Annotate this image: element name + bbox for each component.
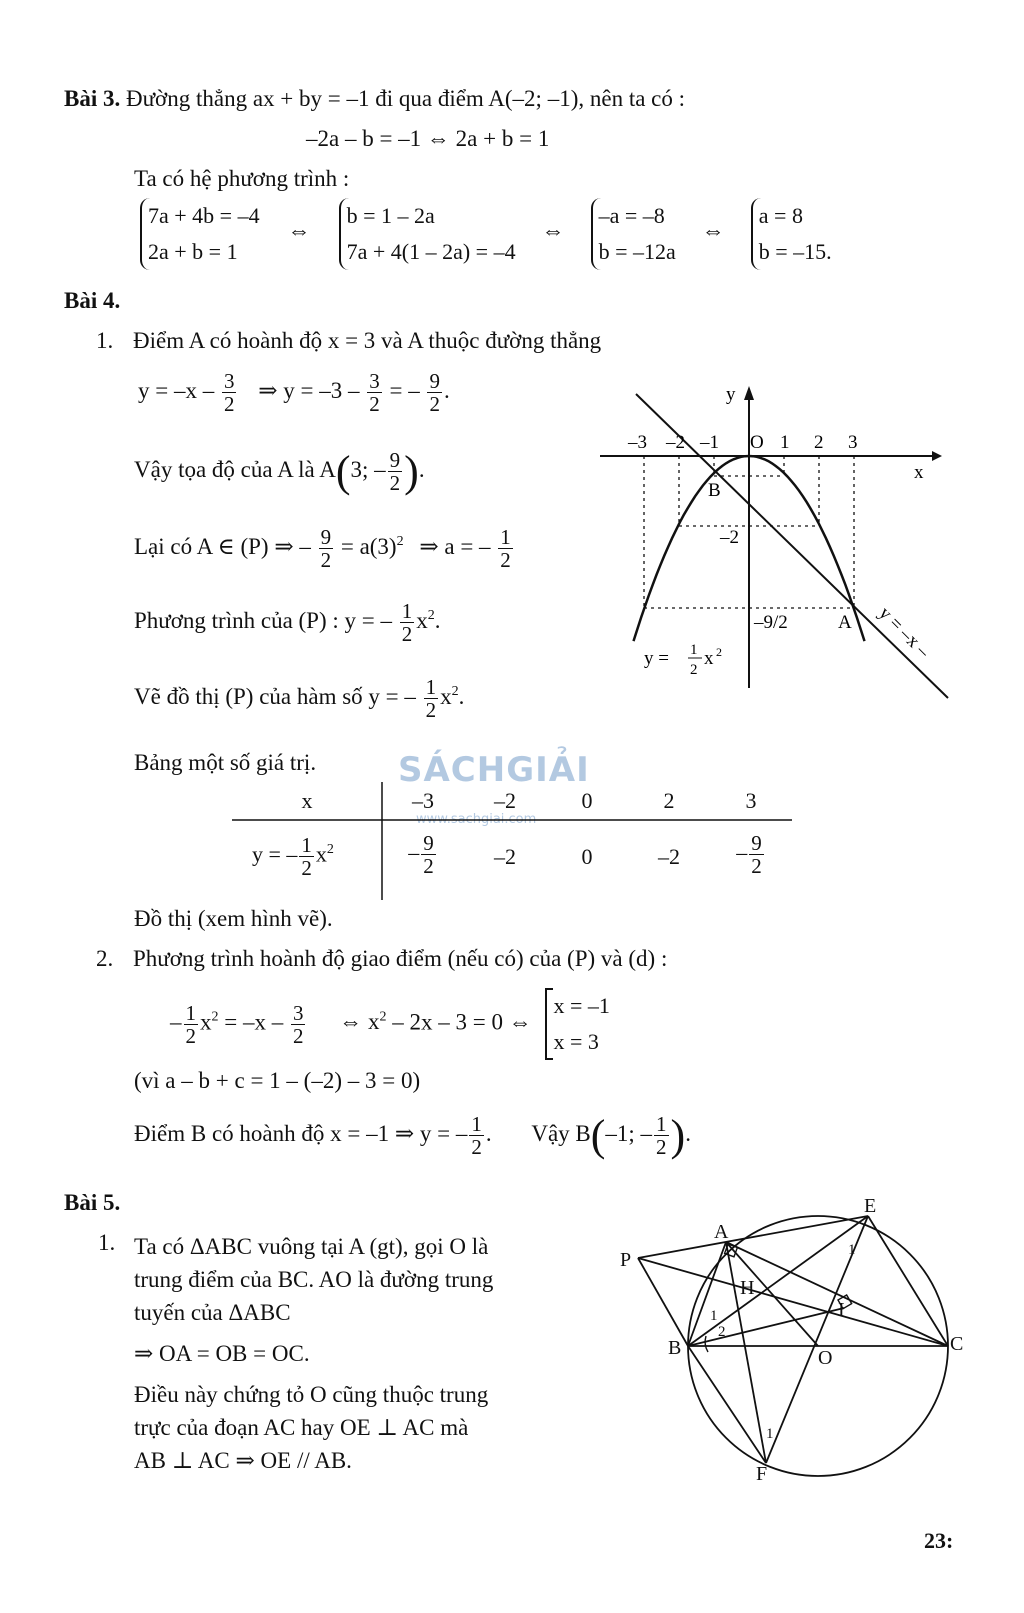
bai3-systems [140,198,832,270]
table-x-cell: –3 [412,788,434,813]
svg-text:y =: y = [644,648,669,669]
bai4-pt-P: Phương trình của (P) : y = – $\frac{1}{2}$ $x^2$. [134,599,441,646]
system-3: –a = –8 b = –12a [591,198,676,270]
x-axis-arrow-icon [932,451,942,461]
svg-text:O: O [818,1347,833,1369]
equiv-symbol: ⇔ [701,217,725,243]
y-axis-arrow-icon [744,386,754,400]
bai5-p1-num: 1. [98,1230,116,1255]
system-4: a = 8 b = –15. [751,198,832,270]
svg-text:–3: –3 [628,432,647,453]
table-x-cell: 3 [745,788,757,813]
table-y-cell: –2 [494,844,516,869]
bai4-p2-equation: – $\frac{1}{2}$ $x^2 = -x$ – $\frac{3}{2}$ ⇔ $x^2 - 2x - 3 = 0$ ⇔ x = –1 x = 3 [170,988,610,1060]
svg-text:1: 1 [780,432,790,453]
svg-text:3: 3 [848,432,858,453]
bai4-heading: Bài 4. [64,288,121,313]
bai4-line-eq: y = –x – $\frac{3}{2}$ ⇒ y = –3 – $\frac{3}{2}$ = – $\frac{9}{2}$ . [138,369,450,416]
system-2: b = 1 – 2a 7a + 4(1 – 2a) = –4 [339,198,516,270]
table-y-cell: –2 [658,844,680,869]
svg-text:–9/2: –9/2 [754,612,788,633]
svg-text:2: 2 [716,645,722,659]
table-y-cell: – $\frac{9}{2}$ [736,831,762,878]
bai4-p2: 2. Phương trình hoành độ giao điểm (nếu có) của (P) và (d) : [96,946,668,971]
table-x-cell: 0 [581,788,593,813]
figure-lines [638,1216,948,1463]
svg-text:E: E [864,1195,877,1217]
svg-text:B: B [668,1337,682,1359]
bai5-text: Ta có ΔABC vuông tại A (gt), gọi O là trung điểm của BC. AO là đường trung tuyến của ΔABC ⇒ OA = OB = OC. Điều này chứng tỏ O cũng thuộc trung trực của đoạn AC hay OE ⊥ AC mà AB ⊥ AC ⇒ OE // AB. [134,1234,494,1473]
roots-bracket: x = –1 x = 3 [545,988,609,1060]
bai3-heading: Bài 3. [64,86,121,111]
point-A-label: A [838,612,852,633]
svg-text:H: H [740,1277,755,1299]
svg-text:2: 2 [718,1324,726,1340]
page-number: 23: [924,1528,954,1553]
table-x-cell: –2 [494,788,516,813]
equiv-symbol: ⇔ [541,217,565,243]
bai4-diem-B: Điểm B có hoành độ x = –1 ⇒ y = – $\frac{1}{2}$ . Vậy B(–1; – $\frac{1}{2}$ ). [134,1111,691,1160]
svg-text:1: 1 [710,1308,718,1324]
bai4-vi: (vì a – b + c = 1 – (–2) – 3 = 0) [134,1068,421,1093]
parabola-graph [596,378,962,708]
svg-text:–2: –2 [666,432,685,453]
svg-text:1: 1 [690,642,698,658]
bai5-heading: Bài 5. [64,1190,121,1215]
line-label: y = –x – [874,602,934,663]
svg-text:1: 1 [766,1426,774,1442]
svg-text:–1: –1 [700,432,719,453]
bai3-intro: Đường thẳng ax + by = –1 đi qua điểm A(–2; –1), nên ta có : [125,86,686,111]
svg-text:F: F [756,1463,768,1485]
circle-figure [616,1196,962,1488]
bai4-do-thi-note: Đồ thị (xem hình vẽ). [134,906,333,931]
y-label: y [726,384,736,405]
point-B-label: B [708,480,721,501]
table-y-cell: 0 [581,844,593,869]
x-label: x [914,462,924,483]
bai3-equation: –2a – b = –1 ⇔ 2a + b = 1 [306,126,550,151]
svg-text:I: I [838,1299,845,1321]
table-x-cell: 2 [663,788,675,813]
svg-text:2: 2 [690,662,698,678]
bai4-bang: Bảng một số giá trị. [134,750,317,775]
bai3-system-intro: Ta có hệ phương trình : [134,166,350,191]
bai4-lai-co: Lại có A ∈ (P) ⇒ – $\frac{9}{2}$ = $a(3)^2$ ⇒ a = – $\frac{1}{2}$ [134,525,511,572]
watermark-logo: SÁCHGIẢI [398,750,590,790]
svg-text:x: x [704,648,714,669]
svg-text:1: 1 [848,1242,856,1258]
table-y-label: y = – $\frac{1}{2}$ $x^2$ [252,833,334,880]
svg-text:C: C [950,1333,964,1355]
svg-text:P: P [620,1249,632,1271]
table-y-cell: – $\frac{9}{2}$ [408,831,434,878]
system-1: 7a + 4b = –4 2a + b = 1 [140,198,260,270]
watermark-url: www.sachgiai.com [416,812,537,827]
svg-text:A: A [714,1221,729,1243]
bai4-coord-A: Vậy tọa độ của A là A(3; – $\frac{9}{2}$ ). [134,447,425,496]
svg-text:–2: –2 [720,527,739,548]
bai4-p1: 1. Điểm A có hoành độ x = 3 và A thuộc đường thẳng [96,328,602,353]
svg-text:O: O [750,432,764,453]
bai4-ve-do-thi: Vẽ đồ thị (P) của hàm số y = – $\frac{1}{2}$ $x^2$. [134,675,465,722]
equiv-symbol: ⇔ [287,217,311,243]
svg-text:2: 2 [814,432,824,453]
bai3-line-intro [64,86,685,112]
table-x-label: x [301,788,313,813]
